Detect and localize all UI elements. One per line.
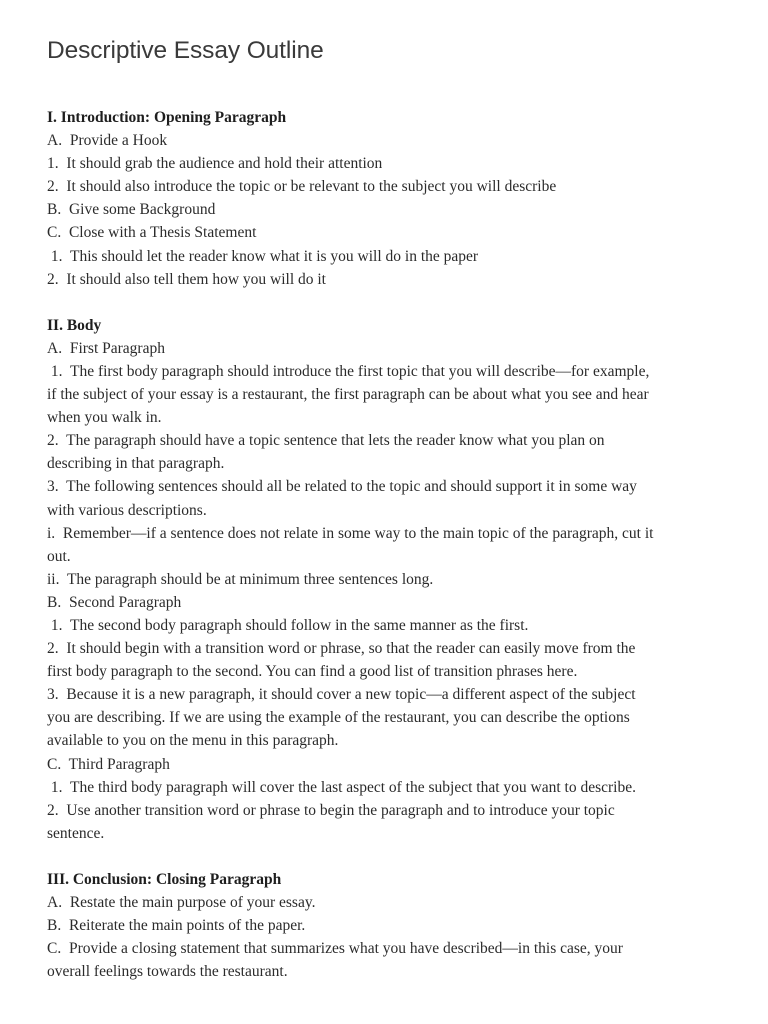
outline-line: C. Close with a Thesis Statement xyxy=(47,224,257,242)
outline-line: available to you on the menu in this paragraph. xyxy=(47,732,339,750)
outline-line: 1. The first body paragraph should introduce the first topic that you will describe—for example, xyxy=(47,362,650,380)
outline-line: 3. Because it is a new paragraph, it should cover a new topic—a different aspect of the subject xyxy=(47,686,636,704)
outline-line: B. Second Paragraph xyxy=(47,593,182,611)
outline-line: overall feelings towards the restaurant. xyxy=(47,963,288,981)
outline-line: describing in that paragraph. xyxy=(47,455,225,473)
outline-line: 1. It should grab the audience and hold their attention xyxy=(47,155,383,173)
outline-line: A. Provide a Hook xyxy=(47,132,168,150)
section-heading: III. Conclusion: Closing Paragraph xyxy=(47,870,282,888)
document-title: Descriptive Essay Outline xyxy=(47,37,324,64)
document-page xyxy=(47,36,737,983)
section-heading: II. Body xyxy=(47,316,102,334)
outline-line: C. Provide a closing statement that summarizes what you have described—in this case, your xyxy=(47,940,623,958)
outline-line: if the subject of your essay is a restaurant, the first paragraph can be about what you see and hear xyxy=(47,386,649,404)
outline-line: out. xyxy=(47,547,71,565)
outline-line: 2. The paragraph should have a topic sentence that lets the reader know what you plan on xyxy=(47,432,605,450)
outline-line: 1. The second body paragraph should follow in the same manner as the first. xyxy=(47,616,529,634)
outline-line: B. Reiterate the main points of the paper. xyxy=(47,917,306,935)
outline-line: ii. The paragraph should be at minimum three sentences long. xyxy=(47,570,434,588)
outline-line: 3. The following sentences should all be related to the topic and should support it in some way xyxy=(47,478,637,496)
outline-section xyxy=(47,868,737,983)
outline-line: you are describing. If we are using the example of the restaurant, you can describe the options xyxy=(47,709,630,727)
outline-line: B. Give some Background xyxy=(47,201,216,219)
outline-line: 2. It should also tell them how you will do it xyxy=(47,270,326,288)
outline-line: 2. It should begin with a transition word or phrase, so that the reader can easily move from the xyxy=(47,640,636,658)
outline-line: when you walk in. xyxy=(47,409,162,427)
outline-line: 2. It should also introduce the topic or be relevant to the subject you will describe xyxy=(47,178,557,196)
outline-line: sentence. xyxy=(47,824,105,842)
outline-line: with various descriptions. xyxy=(47,501,207,519)
outline-line: first body paragraph to the second. You can find a good list of transition phrases here. xyxy=(47,663,578,681)
outline-line: C. Third Paragraph xyxy=(47,755,170,773)
outline-line: i. Remember—if a sentence does not relate in some way to the main topic of the paragraph, cut it xyxy=(47,524,654,542)
outline-line: 2. Use another transition word or phrase to begin the paragraph and to introduce your topic xyxy=(47,801,615,819)
outline-section xyxy=(47,314,737,845)
outline-line: 1. This should let the reader know what it is you will do in the paper xyxy=(47,247,479,265)
outline-body xyxy=(47,106,737,983)
outline-section xyxy=(47,106,737,291)
outline-line: 1. The third body paragraph will cover the last aspect of the subject that you want to describe. xyxy=(47,778,636,796)
outline-line: A. Restate the main purpose of your essay. xyxy=(47,894,316,911)
section-heading: I. Introduction: Opening Paragraph xyxy=(47,109,287,126)
outline-line: A. First Paragraph xyxy=(47,339,165,357)
